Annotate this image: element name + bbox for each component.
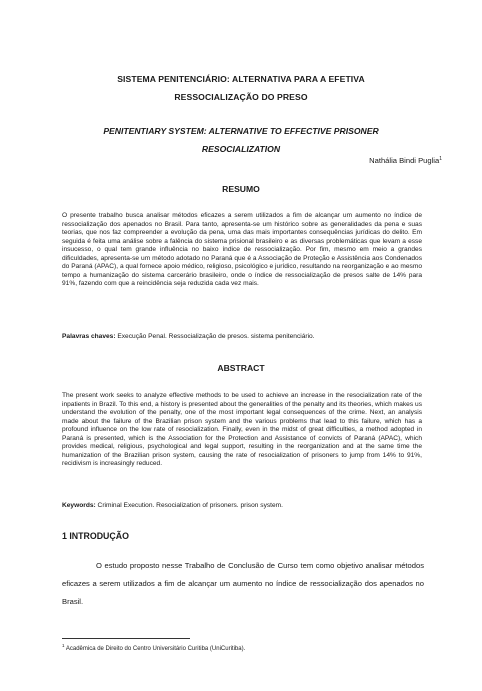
title-en-line-1: PENITENTIARY SYSTEM: ALTERNATIVE TO EFFECTIVE PRISONER [103,126,379,136]
section-heading-introducao: 1 INTRODUÇÃO [62,531,129,541]
resumo-text: O presente trabalho busca analisar métodos eficazes a serem utilizados a fim de alcançar um aumento no índice de ressocialização dos apenados no Brasil. Para tanto, apresenta-se um histórico sobre as generalidades da pena e suas teorias, que nos faz compreender a evolução da pena, uma das mais importantes consequências jurídicas do delito. Em seguida é feita uma análise sobre a falência do sistema prisional brasileiro e as diversas problemáticas que levam a esse insucesso, o qual tem grande influência no baixo índice de ressocialização. Por fim, mesmo em meio a grandes dificuldades, apresenta-se um método adotado no Paraná que é a Associação de Proteção e Assistência aos Condenados do Paraná (APAC), a qual fornece apoio médico, religioso, psicológico e jurídico, resultando na reorganização e ao mesmo tempo a humanização do sistema carcerário brasileiro, onde o índice de ressocialização de presos salte de 14% para 91%, fazendo com que a reincidência seja reduzida cada vez mais. [62,212,422,287]
keywords-label: Keywords: [62,502,96,509]
footnote-divider [62,638,190,639]
intro-text: O estudo proposto nesse Trabalho de Conclusão de Curso tem como objetivo analisar métodos eficazes a serem utilizados a fim de alcançar um aumento no índice de ressocialização dos apenados no Brasil. [62,561,424,606]
footnote-text: Acadêmica de Direito do Centro Universitário Curitiba (UniCuritiba). [64,646,246,652]
title-pt-line-2: RESSOCIALIZAÇÃO DO PRESO [174,92,308,102]
footnote-mark: 1 [62,643,65,648]
palavras-chave-label: Palavras chaves: [62,333,116,340]
author-line [369,154,442,166]
title-pt-line-1: SISTEMA PENITENCIÁRIO: ALTERNATIVA PARA A EFETIVA [117,74,365,84]
abstract-heading: ABSTRACT [217,363,265,373]
footnote [62,642,245,653]
palavras-chave-text: Execução Penal. Ressocialização de presos. sistema penitenciário. [115,333,315,340]
keywords [62,501,422,510]
author-footnote-mark: 1 [439,156,442,162]
paper-title-pt [60,70,422,106]
paper-title-en [60,122,422,158]
abstract-text: The present work seeks to analyze effective methods to be used to achieve an increase in the resocialization rate of the inpatients in Brazil. To this end, a history is presented about the generalities of the penalty and its theories, which makes us understand the evolution of the penalty, one of the most important legal consequences of the crime. Next, an analysis made about the failure of the Brazilian prison system and the various problems that lead to this failure, which has a profound influence on the low rate of resocialization. Finally, even in the midst of great difficulties, a method adopted in Paraná is presented, which is the Association for the Protection and Assistance of convicts of Paraná (APAC), which provides medical, religious, psychological and legal support, resulting in the reorganization and at the same time the humanization of the Brazilian prison system, causing the rate of resocialization of prisoners to jump from 14% to 91%, recidivism is increasingly reduced. [62,392,422,467]
resumo-heading: RESUMO [222,184,260,194]
title-en-line-2: RESOCIALIZATION [201,144,281,154]
author-name: Nathália Bindi Puglia [369,156,440,165]
intro-paragraph [62,557,424,611]
palavras-chave [62,332,422,341]
keywords-text: Criminal Execution. Resocialization of prisoners. prison system. [95,502,283,509]
